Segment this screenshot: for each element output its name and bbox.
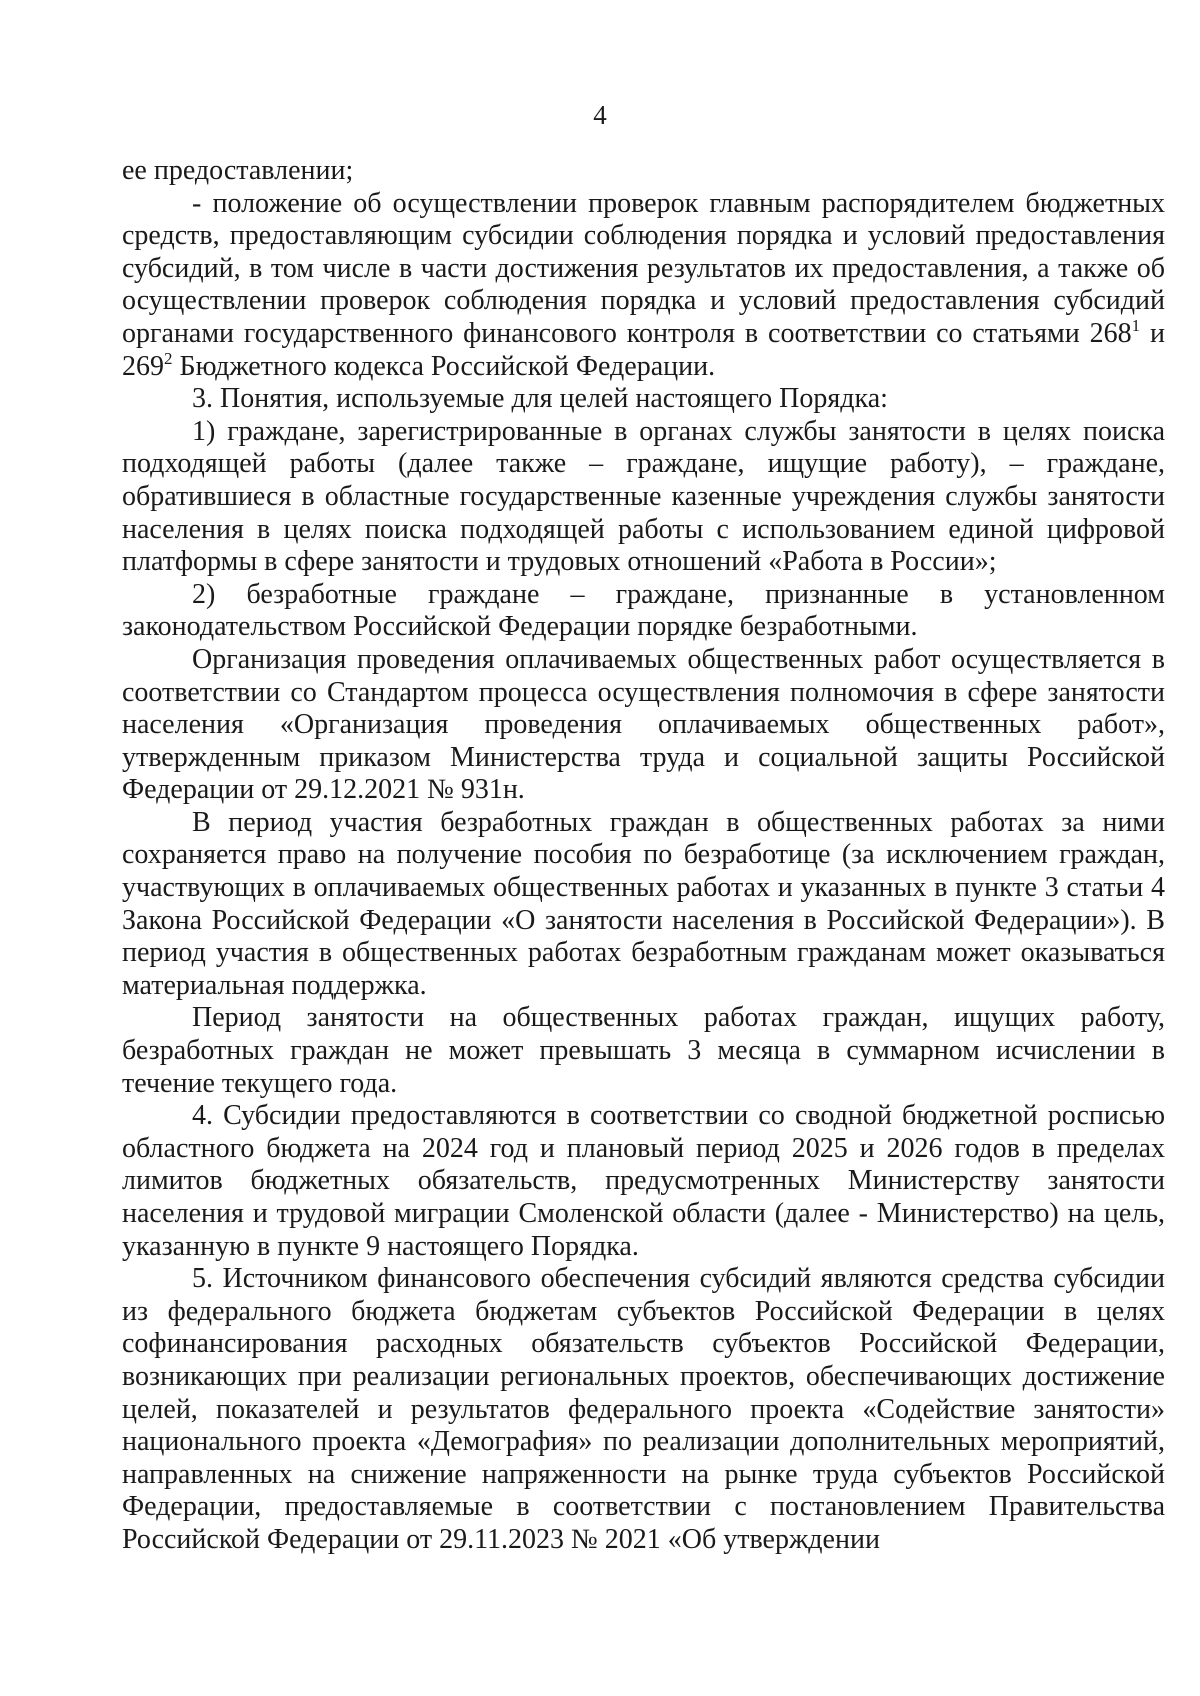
paragraph	[122, 416, 1165, 579]
text-run: Период занятости на общественных работах граждан, ищущих работу, безработных граждан не может превышать 3 месяца в суммарном исчислении в течение текущего года.	[122, 1002, 1165, 1099]
text-run: В период участия безработных граждан в общественных работах за ними сохраняется право на получение пособия по безработице (за исключением граждан, участвующих в оплачиваемых общественных работах и указанных в пункте 3 статьи 4 Закона Российской Федерации «О занятости населения в Российской Федерации»). В период участия в общественных работах безработным гражданам может оказываться материальная поддержка.	[122, 806, 1165, 1001]
paragraph	[122, 1100, 1165, 1263]
text-run: и 269	[122, 317, 1165, 382]
text-run: 1) граждане, зарегистрированные в органах службы занятости в целях поиска подходящей работы (далее также – граждане, ищущие работу), – граждане, обратившиеся в областные государственные казенные учреждения службы занятости населения в целях поиска подходящей работы с использованием единой цифровой платформы в сфере занятости и трудовых отношений «Работа в России»;	[122, 415, 1165, 578]
text-run: 4. Субсидии предоставляются в соответствии со сводной бюджетной росписью областного бюджета на 2024 год и плановый период 2025 и 2026 годов в пределах лимитов бюджетных обязательств, предусмотренных Министерству занятости населения и трудовой миграции Смоленской области (далее - Министерство) на цель, указанную в пункте 9 настоящего Порядка.	[122, 1100, 1165, 1262]
text-run: ее предоставлении;	[122, 155, 354, 186]
paragraph	[122, 807, 1165, 1003]
paragraph	[122, 383, 1165, 416]
paragraph	[122, 155, 1165, 188]
text-run: 3. Понятия, используемые для целей настоящего Порядка:	[192, 383, 888, 415]
paragraph	[122, 188, 1165, 384]
paragraph	[122, 644, 1165, 807]
paragraph	[122, 1002, 1165, 1100]
document-body	[122, 155, 1165, 1557]
page-number: 4	[593, 100, 607, 130]
text-run: - положение об осуществлении проверок главным распорядителем бюджетных средств, предоставляющим субсидии соблюдения порядка и условий предоставления субсидий, в том числе в части достижения результатов их предоставления, а также об осуществлении проверок соблюдения порядка и условий предоставления субсидий органами государственного финансового контроля в соответствии со статьями 268	[122, 187, 1165, 349]
text-run: 5. Источником финансового обеспечения субсидий являются средства субсидии из федерального бюджета бюджетам субъектов Российской Федерации в целях софинансирования расходных обязательств субъектов Российской Федерации, возникающих при реализации региональных проектов, обеспечивающих достижение целей, показателей и результатов федерального проекта «Содействие занятости» национального проекта «Демография» по реализации дополнительных мероприятий, направленных на снижение напряженности на рынке труда субъектов Российской Федерации, предоставляемые в соответствии с постановлением Правительства Российской Федерации от 29.11.2023 № 2021 «Об утверждении	[122, 1263, 1165, 1555]
superscript: 2	[164, 348, 173, 368]
paragraph	[122, 579, 1165, 644]
text-run: Бюджетного кодекса Российской Федерации.	[172, 350, 716, 382]
text-run: Организация проведения оплачиваемых общественных работ осуществляется в соответствии со Стандартом процесса осуществления полномочия в сфере занятости населения «Организация проведения оплачиваемых общественных работ», утвержденным приказом Министерства труда и социальной защиты Российской Федерации от 29.12.2021 № 931н.	[122, 643, 1165, 806]
text-run: 2) безработные граждане – граждане, признанные в установленном законодательством Российской Федерации порядке безработными.	[122, 578, 1165, 643]
paragraph	[122, 1263, 1165, 1556]
superscript: 1	[1131, 315, 1141, 335]
